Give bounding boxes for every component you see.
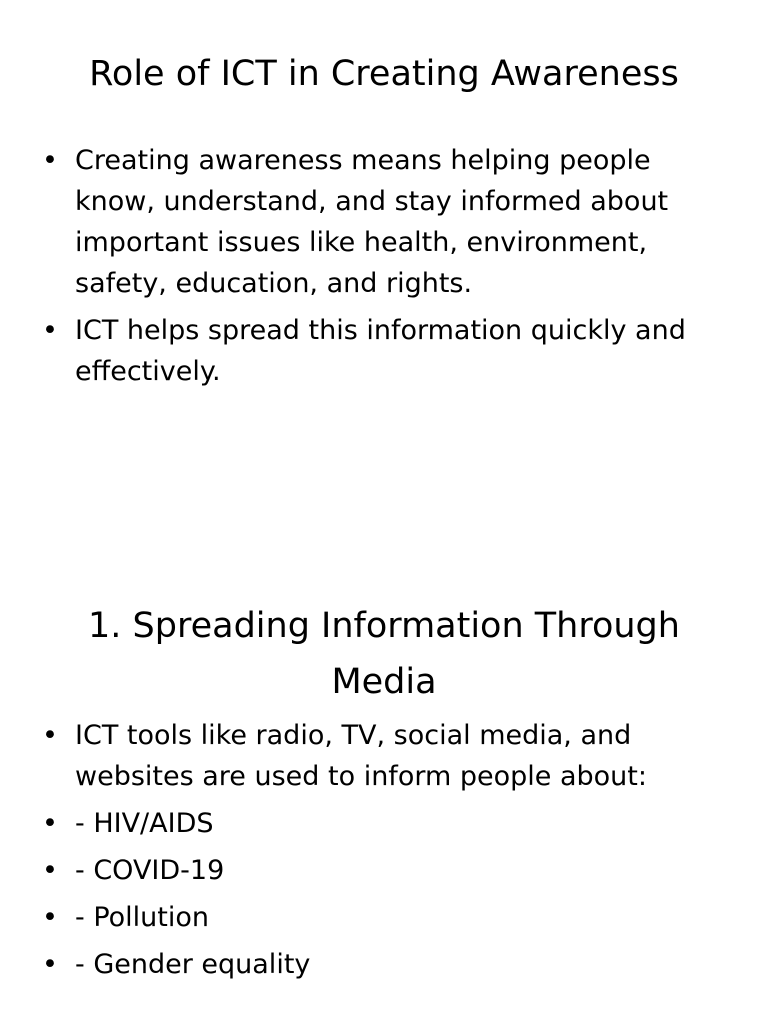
bullet-item: [40, 715, 720, 797]
bullet-text: Creating awareness means helping people know, understand, and stay informed about important issues like health, environment, safety, education, and rights.: [75, 145, 669, 299]
bullet-icon: •: [42, 315, 58, 346]
bullet-icon: •: [42, 720, 58, 751]
bullet-item: [40, 140, 720, 304]
bullet-icon: •: [42, 145, 58, 176]
bullet-item: [40, 803, 720, 844]
slide-title: 1. Spreading Information Through Media: [88, 606, 680, 702]
bullet-text: - COVID-19: [75, 855, 225, 886]
bullet-icon: •: [42, 949, 58, 980]
bullet-text: - Pollution: [75, 902, 209, 933]
bullet-list: [40, 140, 720, 398]
bullet-item: [40, 897, 720, 938]
bullet-list: [40, 715, 720, 991]
slide-spreading-information: [0, 512, 768, 1024]
bullet-text: ICT tools like radio, TV, social media, and websites are used to inform people about:: [75, 720, 647, 792]
bullet-text: - HIV/AIDS: [75, 808, 214, 839]
slide-title: Role of ICT in Creating Awareness: [89, 54, 679, 94]
bullet-text: - Gender equality: [75, 949, 311, 980]
bullet-icon: •: [42, 808, 58, 839]
bullet-text: ICT helps spread this information quickly and effectively.: [75, 315, 686, 387]
bullet-item: [40, 310, 720, 392]
bullet-icon: •: [42, 902, 58, 933]
bullet-item: [40, 944, 720, 985]
bullet-item: [40, 850, 720, 891]
bullet-icon: •: [42, 855, 58, 886]
